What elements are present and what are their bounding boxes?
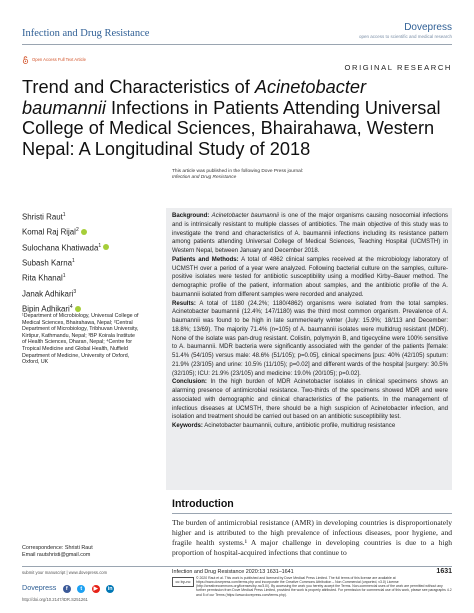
author: Komal Raj Rijal$^2$: [22, 224, 109, 239]
author: Shristi Raut$^1$: [22, 212, 66, 222]
author: Sulochana Khatiwada$^1$: [22, 240, 109, 255]
abstract: [172, 212, 448, 431]
title-text: Trend and Characteristics of: [22, 77, 255, 97]
title-organism: Acinetobacter baumannii: [22, 77, 367, 118]
open-access-icon: [22, 56, 29, 64]
twitter-icon[interactable]: t: [77, 585, 85, 593]
publication-note-line: This article was published in the following Dove Press journal:: [172, 169, 304, 174]
facebook-icon[interactable]: f: [63, 585, 71, 593]
header-divider: [22, 44, 452, 45]
section-heading-introduction: Introduction: [172, 498, 234, 510]
page-number: 1631: [436, 568, 452, 575]
abstract-methods: Patients and Methods: A total of 4862 clinical samples received at the microbiology laboratory of UCMSTH over a period of a year were analyzed. Following bacterial culture on the samples, culture-positive isolates were tested for antibiotic susceptibility using a modified Kirby–Bauer method. The demographic profile of the patient, information about samples, and the antibiotic profile of the A. baumannii isolated from different samples were recorded and analyzed.: [172, 256, 448, 298]
footer-logo[interactable]: Dovepress: [22, 583, 57, 592]
correspondence-name: Correspondence: Shristi Raut: [22, 545, 93, 551]
creative-commons-icon[interactable]: cc by-nc: [172, 577, 194, 587]
title-text-rest: Infections in Patients Attending Universal College of Medical Sciences, Bhairahawa, Western Nepal: A Longitudinal Study of 2018: [22, 97, 441, 159]
publisher-tagline: open access to scientific and medical research: [358, 34, 452, 39]
abstract-conclusion: Conclusion: In the high burden of MDR Acinetobacter isolates in clinical specimens shows an alarming presence of antimicrobial resistance. Two-thirds of the specimens showed MDR and were associated with demographic and clinical characteristics of the patients. In the management of infectious diseases at UCMSTH, there should be a high suspicion of Acinetobacter infection, and isolation and treatment should be carried out based on an antibiotic susceptibility test.: [172, 379, 448, 421]
orcid-icon[interactable]: [81, 229, 87, 235]
abstract-keywords: Keywords: Acinetobacter baumannii, culture, antibiotic profile, multidrug resistance: [172, 423, 396, 429]
publication-note-journal[interactable]: Infection and Drug Resistance: [172, 175, 237, 181]
author: Bipin Adhikari$^4$: [22, 301, 109, 316]
doi-link[interactable]: http://doi.org/10.2147/IDR.S251261: [22, 597, 88, 602]
abstract-results: Results: A total of 1180 (24.2%; 1180/4862) organisms were isolated from the total samples. Acinetobacter baumannii (12.4%; 147/1180) was the third most common organism. Prevalence of A. baumannii was found to be high in late summer/early winter (July: 15.9%; 18/113 and December: 18.8%; 13/69). The majority 71.4% (n=105) of A. baumannii isolates were multidrug resistant (MDR). None of the isolate was pan-drug resistant. Colistin, polymyxin B, and tigecycline were 100% sensitive to A. baumannii. MDR bacteria were significantly associated with the gender of the patients [female: 51.4% (54/105) versus male: 48.6% (51/105); p=0.05], clinical specimens [pus: 40% (42/105) sputum: 21.9% (23/105) and urine: 10.5% (11/105); p=0.02] and different wards of the hospital [surgery: 30.5% (32/105); ICU: 21.9% (23/105) and medicine: 19.0% (20/105); p=0.02].: [172, 300, 448, 377]
publication-note: [172, 169, 303, 181]
footer-left: [22, 570, 152, 610]
correspondence: [22, 545, 93, 559]
orcid-icon[interactable]: [75, 306, 81, 312]
license-text: © 2020 Raut et al. This work is published and licensed by Dove Medical Press Limited. The full terms of this license are available at https://www.dovepress.com/terms.php and incorporate the Creative Commons Attribution – Non Commercial (unported, v3.0) License (http://creativecommons.org/licenses/by-nc/3.0/). By accessing the work you hereby accept the Terms. Non-commercial uses of the work are permitted without any further permission from Dove Medical Press Limited, provided the work is properly attributed. For permission for commercial use of this work, please see paragraphs 4.2 and 5 of our Terms (https://www.dovepress.com/terms.php).: [196, 576, 452, 597]
journal-name[interactable]: Infection and Drug Resistance: [22, 28, 150, 39]
author-list: [22, 209, 109, 316]
linkedin-icon[interactable]: in: [107, 586, 113, 592]
article-title: [22, 77, 452, 159]
author: Janak Adhikari$^3$: [22, 288, 77, 299]
article-type: ORIGINAL RESEARCH: [344, 63, 452, 72]
abstract-background: Background: Acinetobacter baumannii is one of the major organisms causing nosocomial infections and is intrinsically resistant to multiple classes of antibiotics. The main objective of this study was to investigate the trend and characteristics of A. baumannii infections including its resistance pattern among patients attending Universal College of Medical Sciences, Teaching Hospital (UCMSTH) in Western Nepal, between January and December 2018.: [172, 213, 448, 254]
youtube-icon[interactable]: ▶: [93, 586, 98, 592]
affiliations: ¹Department of Microbiology, Universal College of Medical Sciences, Bhairahawa, Nepal; ²Central Department of Microbiology, Tribhuvan University, Kirtipur, Kathmandu, Nepal; ³BP Koirala Institute of Health Sciences, Dharan, Nepal; ⁴Centre for Tropical Medicine and Global Health, Nuffield Department of Medicine, University of Oxford, Oxford, UK: [22, 313, 139, 366]
footer-divider: [22, 566, 452, 567]
introduction-text: The burden of antimicrobial resistance (AMR) in developing countries is disproportionately higher and is attributed to the high prevalence of infectious diseases, poor hygiene, and fragile health systems.¹ A major challenge in developing countries is due to a high proportion of hospital-acquired infections that continue to: [172, 518, 452, 557]
orcid-icon[interactable]: [103, 244, 109, 250]
open-access-label: Open Access Full Text Article: [32, 57, 86, 62]
section-divider: [172, 513, 452, 514]
correspondence-email[interactable]: Email rautshristi@gmail.com: [22, 551, 91, 558]
publisher-logo[interactable]: Dovepress: [404, 22, 452, 33]
submit-link[interactable]: submit your manuscript | www.dovepress.com: [22, 570, 108, 575]
citation: Infection and Drug Resistance 2020:13 1631–1641: [172, 569, 294, 575]
author: Subash Karna$^1$: [22, 257, 75, 268]
author: Rita Khanal$^1$: [22, 273, 66, 283]
